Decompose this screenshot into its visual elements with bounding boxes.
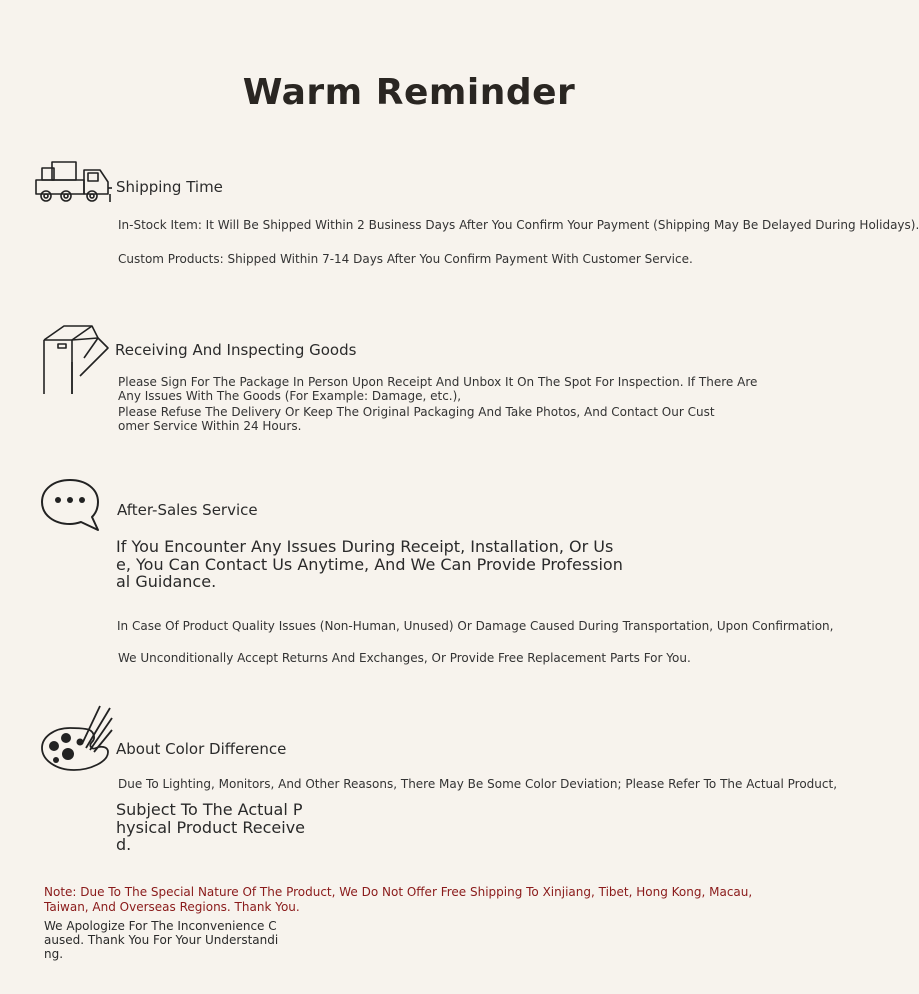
shipping-exclusion-note: Note: Due To The Special Nature Of The Product, We Do Not Offer Free Shipping To Xinjiang, Tibet, Hong Kong, Macau, Taiwan, And Overseas Regions. Thank You. xyxy=(44,885,753,914)
shipping-line-1: In-Stock Item: It Will Be Shipped Within 2 Business Days After You Confirm Your Payment (Shipping May Be Delayed During Holidays). xyxy=(118,218,919,232)
after-sales-lead: If You Encounter Any Issues During Receipt, Installation, Or Use, You Can Contact Us Anytime, And We Can Provide Professional Guidance. xyxy=(116,537,623,591)
after-sales-title: After-Sales Service xyxy=(117,501,258,519)
color-line-1: Due To Lighting, Monitors, And Other Reasons, There May Be Some Color Deviation; Please Refer To The Actual Product, xyxy=(118,777,838,791)
shipping-title: Shipping Time xyxy=(116,178,223,196)
open-box-icon xyxy=(40,324,112,396)
receiving-title: Receiving And Inspecting Goods xyxy=(115,341,357,359)
shipping-line-2: Custom Products: Shipped Within 7-14 Days After You Confirm Payment With Customer Service. xyxy=(118,252,693,266)
receiving-line-2: Please Refuse The Delivery Or Keep The Original Packaging And Take Photos, And Contact Our Customer Service Within 24 Hours. xyxy=(118,405,715,433)
truck-icon xyxy=(34,160,114,206)
palette-icon xyxy=(40,704,114,772)
apology-note: We Apologize For The Inconvenience Caused. Thank You For Your Understanding. xyxy=(44,919,279,961)
page-title: Warm Reminder xyxy=(242,72,576,113)
color-title: About Color Difference xyxy=(116,740,287,758)
after-sales-line-2: We Unconditionally Accept Returns And Exchanges, Or Provide Free Replacement Parts For You. xyxy=(118,651,691,665)
receiving-line-1: Please Sign For The Package In Person Upon Receipt And Unbox It On The Spot For Inspection. If There Are Any Issues With The Goods (For Example: Damage, etc.), xyxy=(118,375,758,403)
chat-bubble-icon xyxy=(40,478,102,532)
color-lead: Subject To The Actual Physical Product Received. xyxy=(116,800,305,854)
after-sales-line-1: In Case Of Product Quality Issues (Non-Human, Unused) Or Damage Caused During Transportation, Upon Confirmation, xyxy=(117,619,834,633)
